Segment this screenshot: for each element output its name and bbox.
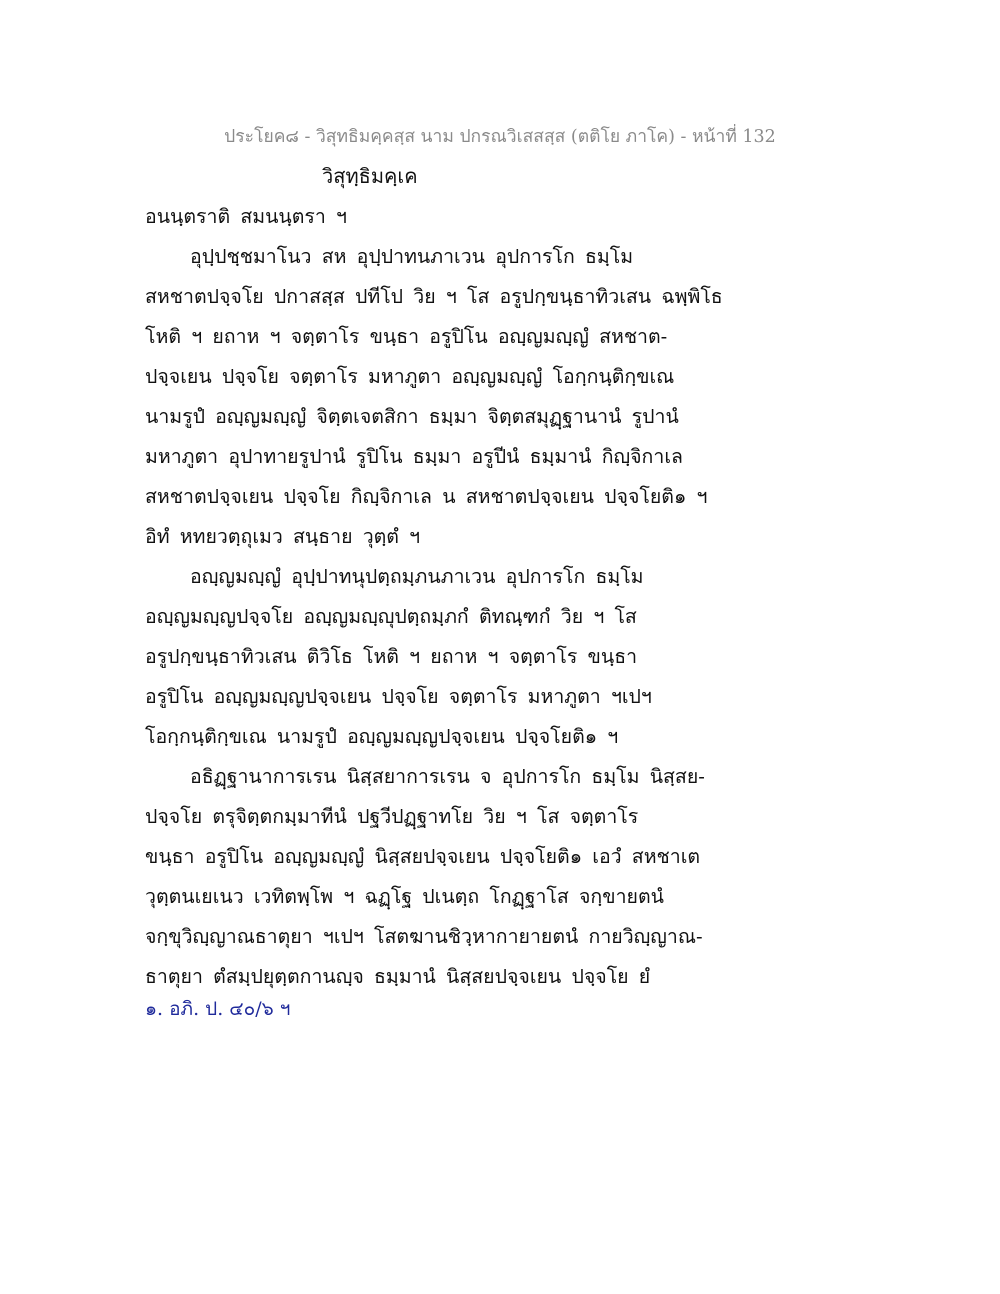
text-line: อญฺญมญฺญํ อุปฺปาทนุปตฺถมฺภนภาเวน อุปการโก ธมฺโม — [190, 565, 644, 588]
text-line: จกฺขุวิญฺญาณธาตุยา ฯเปฯ โสตฆานชิวฺหากายายตนํ กายวิญฺญาณ- — [145, 925, 703, 948]
text-line: มหาภูตา อุปาทายรูปานํ รูปิโน ธมฺมา อรูปีนํ ธมฺมานํ กิญฺจิกาเล — [145, 445, 683, 468]
text-line: ธาตุยา ตํสมฺปยุตฺตกานญฺจ ธมฺมานํ นิสฺสยปจฺจเยน ปจฺจโย ยํ — [145, 965, 651, 988]
text-line: โหติ ฯ ยถาห ฯ จตฺตาโร ขนฺธา อรูปิโน อญฺญมญฺญํ สหชาต- — [145, 325, 668, 348]
text-line: ขนฺธา อรูปิโน อญฺญมญฺญํ นิสฺสยปจฺจเยน ปจฺจโยติ๑ เอวํ สหชาเต — [145, 845, 701, 868]
running-header: ประโยค๘ - วิสุทธิมคฺคสฺส นาม ปกรณวิเสสสฺส (ตติโย ภาโค) - หน้าที่ 132 — [224, 127, 776, 147]
text-line: อิทํ หทยวตฺถุเมว สนฺธาย วุตฺตํ ฯ — [145, 525, 421, 548]
text-line: อญฺญมญฺญปจฺจโย อญฺญมญฺญุปตฺถมฺภกํ ติทณฺฑกํ วิย ฯ โส — [145, 605, 637, 628]
text-line: สหชาตปจฺจเยน ปจฺจโย กิญฺจิกาเล น สหชาตปจฺจเยน ปจฺจโยติ๑ ฯ — [145, 485, 708, 508]
text-line: อุปฺปชฺชมาโนว สห อุปฺปาทนภาเวน อุปการโก ธมฺโม — [190, 245, 634, 268]
text-line: อนนฺตราติ สมนนฺตรา ฯ — [145, 205, 347, 228]
text-line: อรูปกฺขนฺธาทิวเสน ติวิโธ โหติ ฯ ยถาห ฯ จตฺตาโร ขนฺธา — [145, 645, 638, 668]
text-line: นามรูปํ อญฺญมญฺญํ จิตฺตเจตสิกา ธมฺมา จิตฺตสมุฏฺฐานานํ รูปานํ — [145, 405, 679, 428]
text-line: โอกฺกนฺติกฺขเณ นามรูปํ อญฺญมญฺญปจฺจเยน ปจฺจโยติ๑ ฯ — [145, 725, 619, 748]
book-title: วิสุทฺธิมคฺเค — [322, 164, 418, 188]
text-line: อรูปิโน อญฺญมญฺญปจฺจเยน ปจฺจโย จตฺตาโร มหาภูตา ฯเปฯ — [145, 685, 652, 708]
text-line: อธิฏฺฐานาการเรน นิสฺสยาการเรน จ อุปการโก ธมฺโม นิสฺสย- — [190, 765, 705, 788]
text-line: ปจฺจโย ตรุจิตฺตกมฺมาทีนํ ปฐวีปฏฺฐาทโย วิย ฯ โส จตฺตาโร — [145, 805, 639, 828]
text-line: สหชาตปจฺจโย ปกาสสฺส ปทีโป วิย ฯ โส อรูปกฺขนฺธาทิวเสน ฉพฺพิโธ — [145, 285, 723, 308]
footnote: ๑. อภิ. ป. ๔๐/๖ ฯ — [145, 998, 291, 1020]
text-line: ปจฺจเยน ปจฺจโย จตฺตาโร มหาภูตา อญฺญมญฺญํ โอกฺกนฺติกฺขเณ — [145, 365, 675, 388]
text-line: วุตฺตนเยเนว เวทิตพฺโพ ฯ ฉฏฺโฐ ปเนตฺถ โกฏฺฐาโส จกฺขายตนํ — [145, 885, 664, 908]
body-text — [145, 200, 865, 1000]
